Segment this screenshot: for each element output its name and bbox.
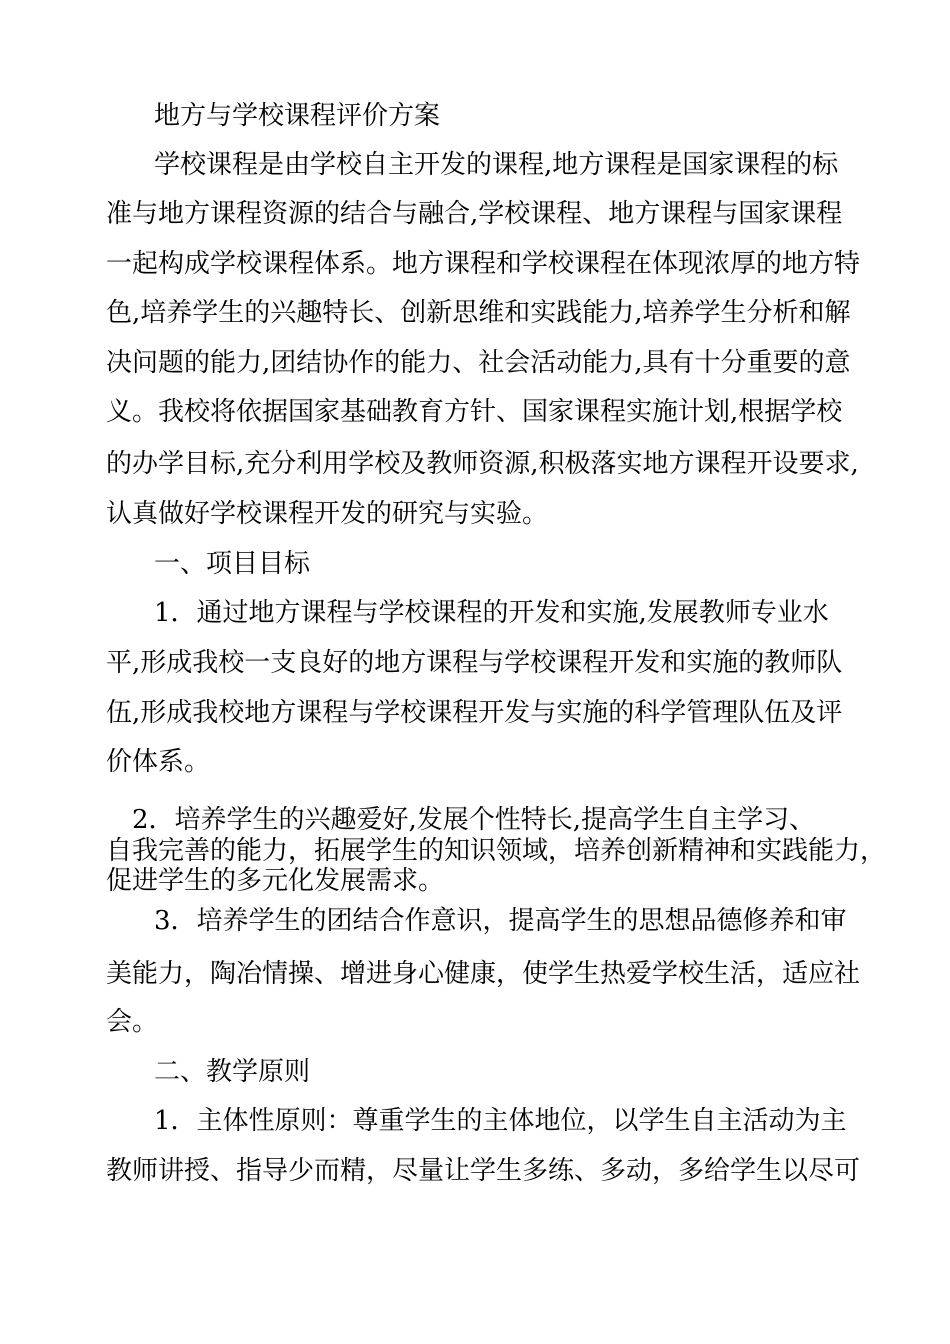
goal-line: 价体系。	[106, 747, 211, 777]
goal-line: 平,形成我校一支良好的地方课程与学校课程开发和实施的教师队	[106, 648, 843, 678]
section-heading-principles: 二、教学原则	[154, 1057, 311, 1087]
goal-line: 1．通过地方课程与学校课程的开发和实施,发展教师专业水	[154, 598, 829, 628]
intro-line: 一起构成学校课程体系。地方课程和学校课程在体现浓厚的地方特	[106, 249, 861, 279]
goal-line: 3．培养学生的团结合作意识，提高学生的思想品德修养和审	[154, 906, 847, 936]
goal-line: 促进学生的多元化发展需求。	[106, 866, 445, 896]
principle-line: 教师讲授、指导少而精，尽量让学生多练、多动，多给学生以尽可	[106, 1156, 861, 1186]
goal-line: 美能力，陶冶情操、增进身心健康，使学生热爱学校生活，适应社	[106, 959, 861, 989]
intro-line: 准与地方课程资源的结合与融合,学校课程、地方课程与国家课程	[106, 199, 843, 229]
goal-line: 2．培养学生的兴趣爱好,发展个性特长,提高学生自主学习、	[132, 805, 816, 835]
intro-line: 的办学目标,充分利用学校及教师资源,积极落实地方课程开设要求,	[106, 449, 859, 479]
intro-line: 义。我校将依据国家基础教育方针、国家课程实施计划,根据学校	[106, 397, 843, 427]
goal-line: 会。	[106, 1007, 159, 1037]
intro-line: 认真做好学校课程开发的研究与实验。	[106, 499, 549, 529]
section-heading-goals: 一、项目目标	[154, 549, 311, 579]
intro-line: 色,培养学生的兴趣特长、创新思维和实践能力,培养学生分析和解	[106, 298, 851, 328]
goal-line: 自我完善的能力，拓展学生的知识领域，培养创新精神和实践能力，	[106, 836, 887, 866]
principle-line: 1．主体性原则：尊重学生的主体地位，以学生自主活动为主	[154, 1106, 847, 1136]
intro-line: 决问题的能力,团结协作的能力、社会活动能力,具有十分重要的意	[106, 348, 851, 378]
document-title: 地方与学校课程评价方案	[154, 101, 441, 131]
intro-line: 学校课程是由学校自主开发的课程,地方课程是国家课程的标	[154, 150, 839, 180]
goal-line: 伍,形成我校地方课程与学校课程开发与实施的科学管理队伍及评	[106, 698, 843, 728]
